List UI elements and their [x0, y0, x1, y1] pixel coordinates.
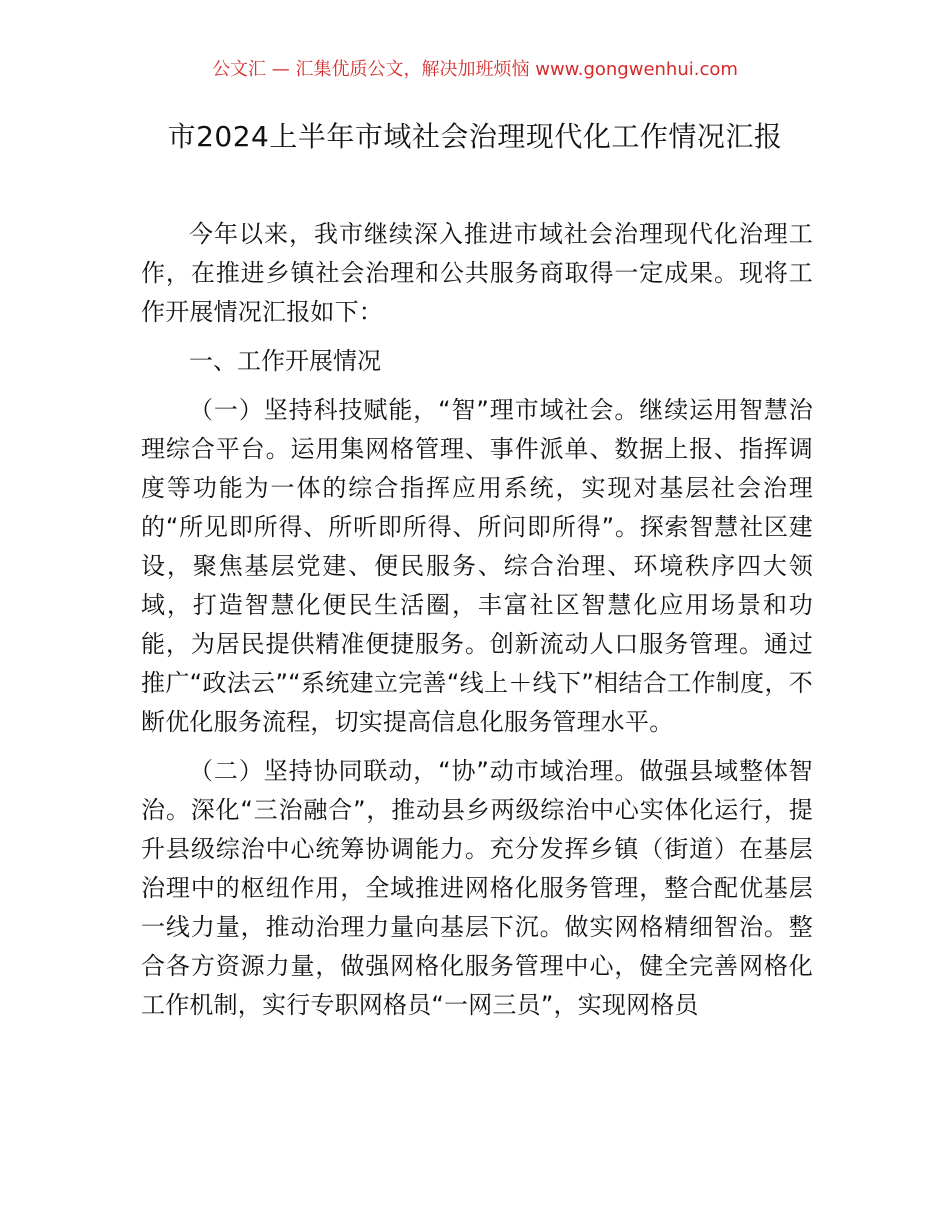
section-heading: 一、工作开展情况 — [189, 347, 381, 375]
document-body — [141, 215, 813, 1035]
body-paragraph: （二）坚持协同联动，“协”动市域治理。做强县域整体智治。深化“三治融合”，推动县乡两级综治中心实体化运行，提升县级综治中心统筹协调能力。充分发挥乡镇（街道）在基层治理中的枢纽作用，全域推进网格化服务管理，整合配优基层一线力量，推动治理力量向基层下沉。做实网格精细智治。整合各方资源力量，做强网格化服务管理中心，健全完善网格化工作机制，实行专职网格员“一网三员”，实现网格员 — [141, 757, 813, 1019]
document-title: 市2024上半年市域社会治理现代化工作情况汇报 — [167, 120, 783, 153]
body-paragraph: （一）坚持科技赋能，“智”理市域社会。继续运用智慧治理综合平台。运用集网格管理、事件派单、数据上报、指挥调度等功能为一体的综合指挥应用系统，实现对基层社会治理的“所见即所得、所听即所得、所问即所得”。探索智慧社区建设，聚焦基层党建、便民服务、综合治理、环境秩序四大领域，打造智慧化便民生活圈，丰富社区智慧化应用场景和功能，为居民提供精准便捷服务。创新流动人口服务管理。通过推广“政法云”“系统建立完善“线上＋线下”相结合工作制度，不断优化服务流程，切实提高信息化服务管理水平。 — [141, 396, 813, 736]
header-watermark: 公文汇 — 汇集优质公文，解决加班烦恼 www.gongwenhui.com — [212, 59, 738, 80]
intro-paragraph: 今年以来，我市继续深入推进市域社会治理现代化治理工作，在推进乡镇社会治理和公共服务商取得一定成果。现将工作开展情况汇报如下： — [141, 220, 813, 326]
